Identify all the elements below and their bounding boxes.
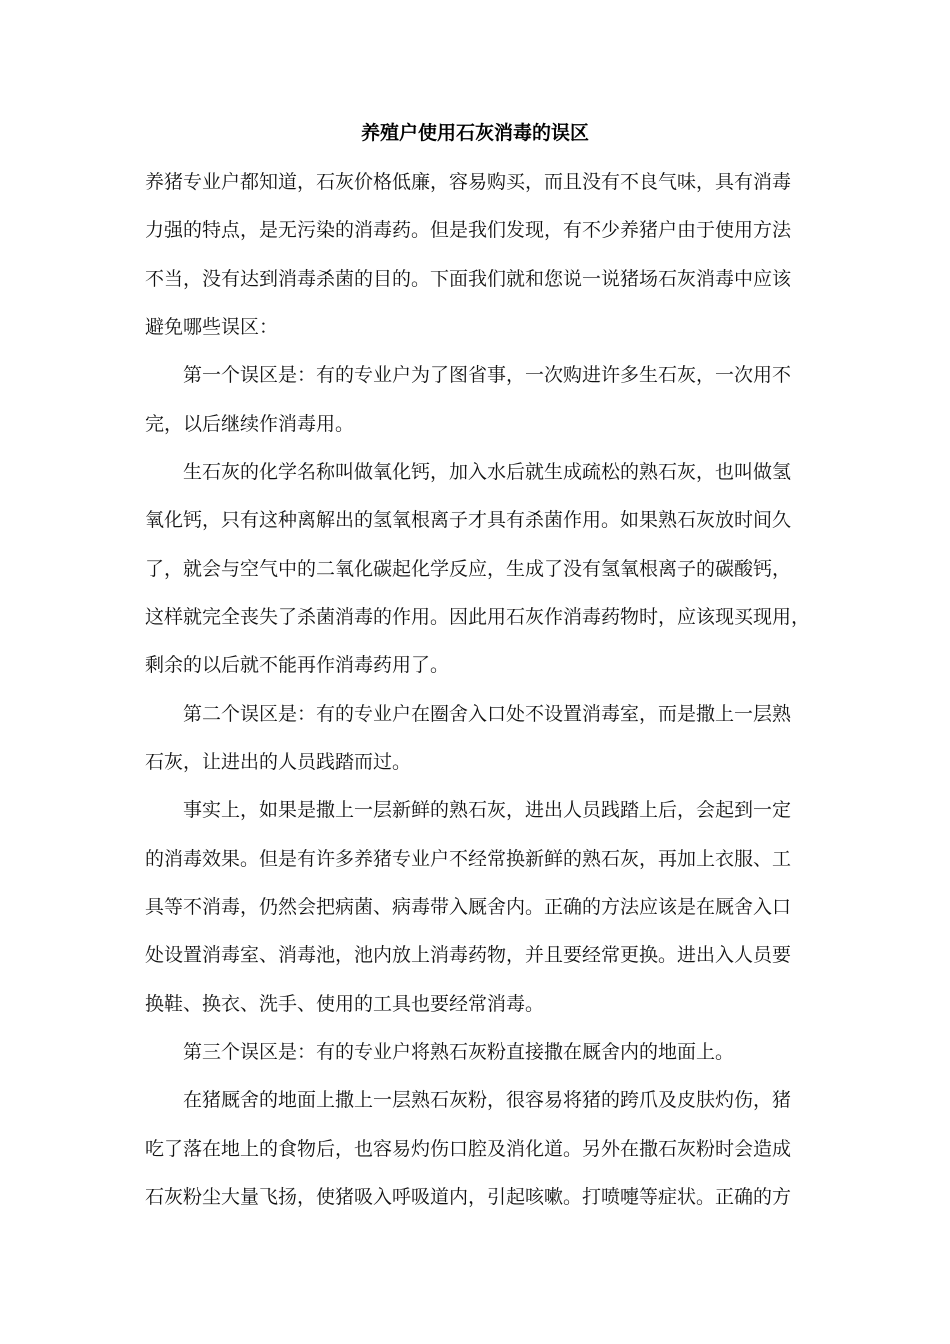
paragraph-line: 力强的特点，是无污染的消毒药。但是我们发现，有不少养猪户由于使用方法 <box>145 219 792 241</box>
paragraph-line: 氧化钙，只有这种离解出的氢氧根离子才具有杀菌作用。如果熟石灰放时间久 <box>145 509 792 531</box>
paragraph-line: 石灰，让进出的人员践踏而过。 <box>145 751 412 773</box>
paragraph-line: 吃了落在地上的食物后，也容易灼伤口腔及消化道。另外在撒石灰粉时会造成 <box>145 1138 792 1160</box>
paragraph-line: 处设置消毒室、消毒池，池内放上消毒药物，并且要经常更换。进出入人员要 <box>145 944 792 966</box>
paragraph-line: 这样就完全丧失了杀菌消毒的作用。因此用石灰作消毒药物时，应该现买现用， <box>145 606 811 628</box>
paragraph-line: 换鞋、换衣、洗手、使用的工具也要经常消毒。 <box>145 993 545 1015</box>
paragraph-line: 了，就会与空气中的二氧化碳起化学反应，生成了没有氢氧根离子的碳酸钙， <box>145 558 792 580</box>
paragraph-line: 事实上，如果是撒上一层新鲜的熟石灰，进出人员践踏上后，会起到一定 <box>183 799 792 821</box>
paragraph-line: 避免哪些误区： <box>145 316 279 338</box>
paragraph-line: 养猪专业户都知道，石灰价格低廉，容易购买，而且没有不良气味，具有消毒 <box>145 171 792 193</box>
paragraph-line: 第二个误区是：有的专业户在圈舍入口处不设置消毒室，而是撒上一层熟 <box>183 703 792 725</box>
paragraph-line: 在猪厩舍的地面上撒上一层熟石灰粉，很容易将猪的跨爪及皮肤灼伤，猪 <box>183 1089 792 1111</box>
paragraph-line: 剩余的以后就不能再作消毒药用了。 <box>145 654 450 676</box>
paragraph-line: 生石灰的化学名称叫做氧化钙，加入水后就生成疏松的熟石灰，也叫做氢 <box>183 461 792 483</box>
paragraph-line: 具等不消毒，仍然会把病菌、病毒带入厩舍内。正确的方法应该是在厩舍入口 <box>145 896 792 918</box>
paragraph-line: 不当，没有达到消毒杀菌的目的。下面我们就和您说一说猪场石灰消毒中应该 <box>145 268 792 290</box>
paragraph-line: 第三个误区是：有的专业户将熟石灰粉直接撒在厩舍内的地面上。 <box>183 1041 735 1063</box>
paragraph-line: 完，以后继续作消毒用。 <box>145 413 355 435</box>
document-title: 养殖户使用石灰消毒的误区 <box>360 122 589 144</box>
paragraph-line: 石灰粉尘大量飞扬，使猪吸入呼吸道内，引起咳嗽。打喷嚏等症状。正确的方 <box>145 1186 792 1208</box>
paragraph-line: 第一个误区是：有的专业户为了图省事，一次购进许多生石灰，一次用不 <box>183 364 792 386</box>
paragraph-line: 的消毒效果。但是有许多养猪专业户不经常换新鲜的熟石灰，再加上衣服、工 <box>145 848 792 870</box>
